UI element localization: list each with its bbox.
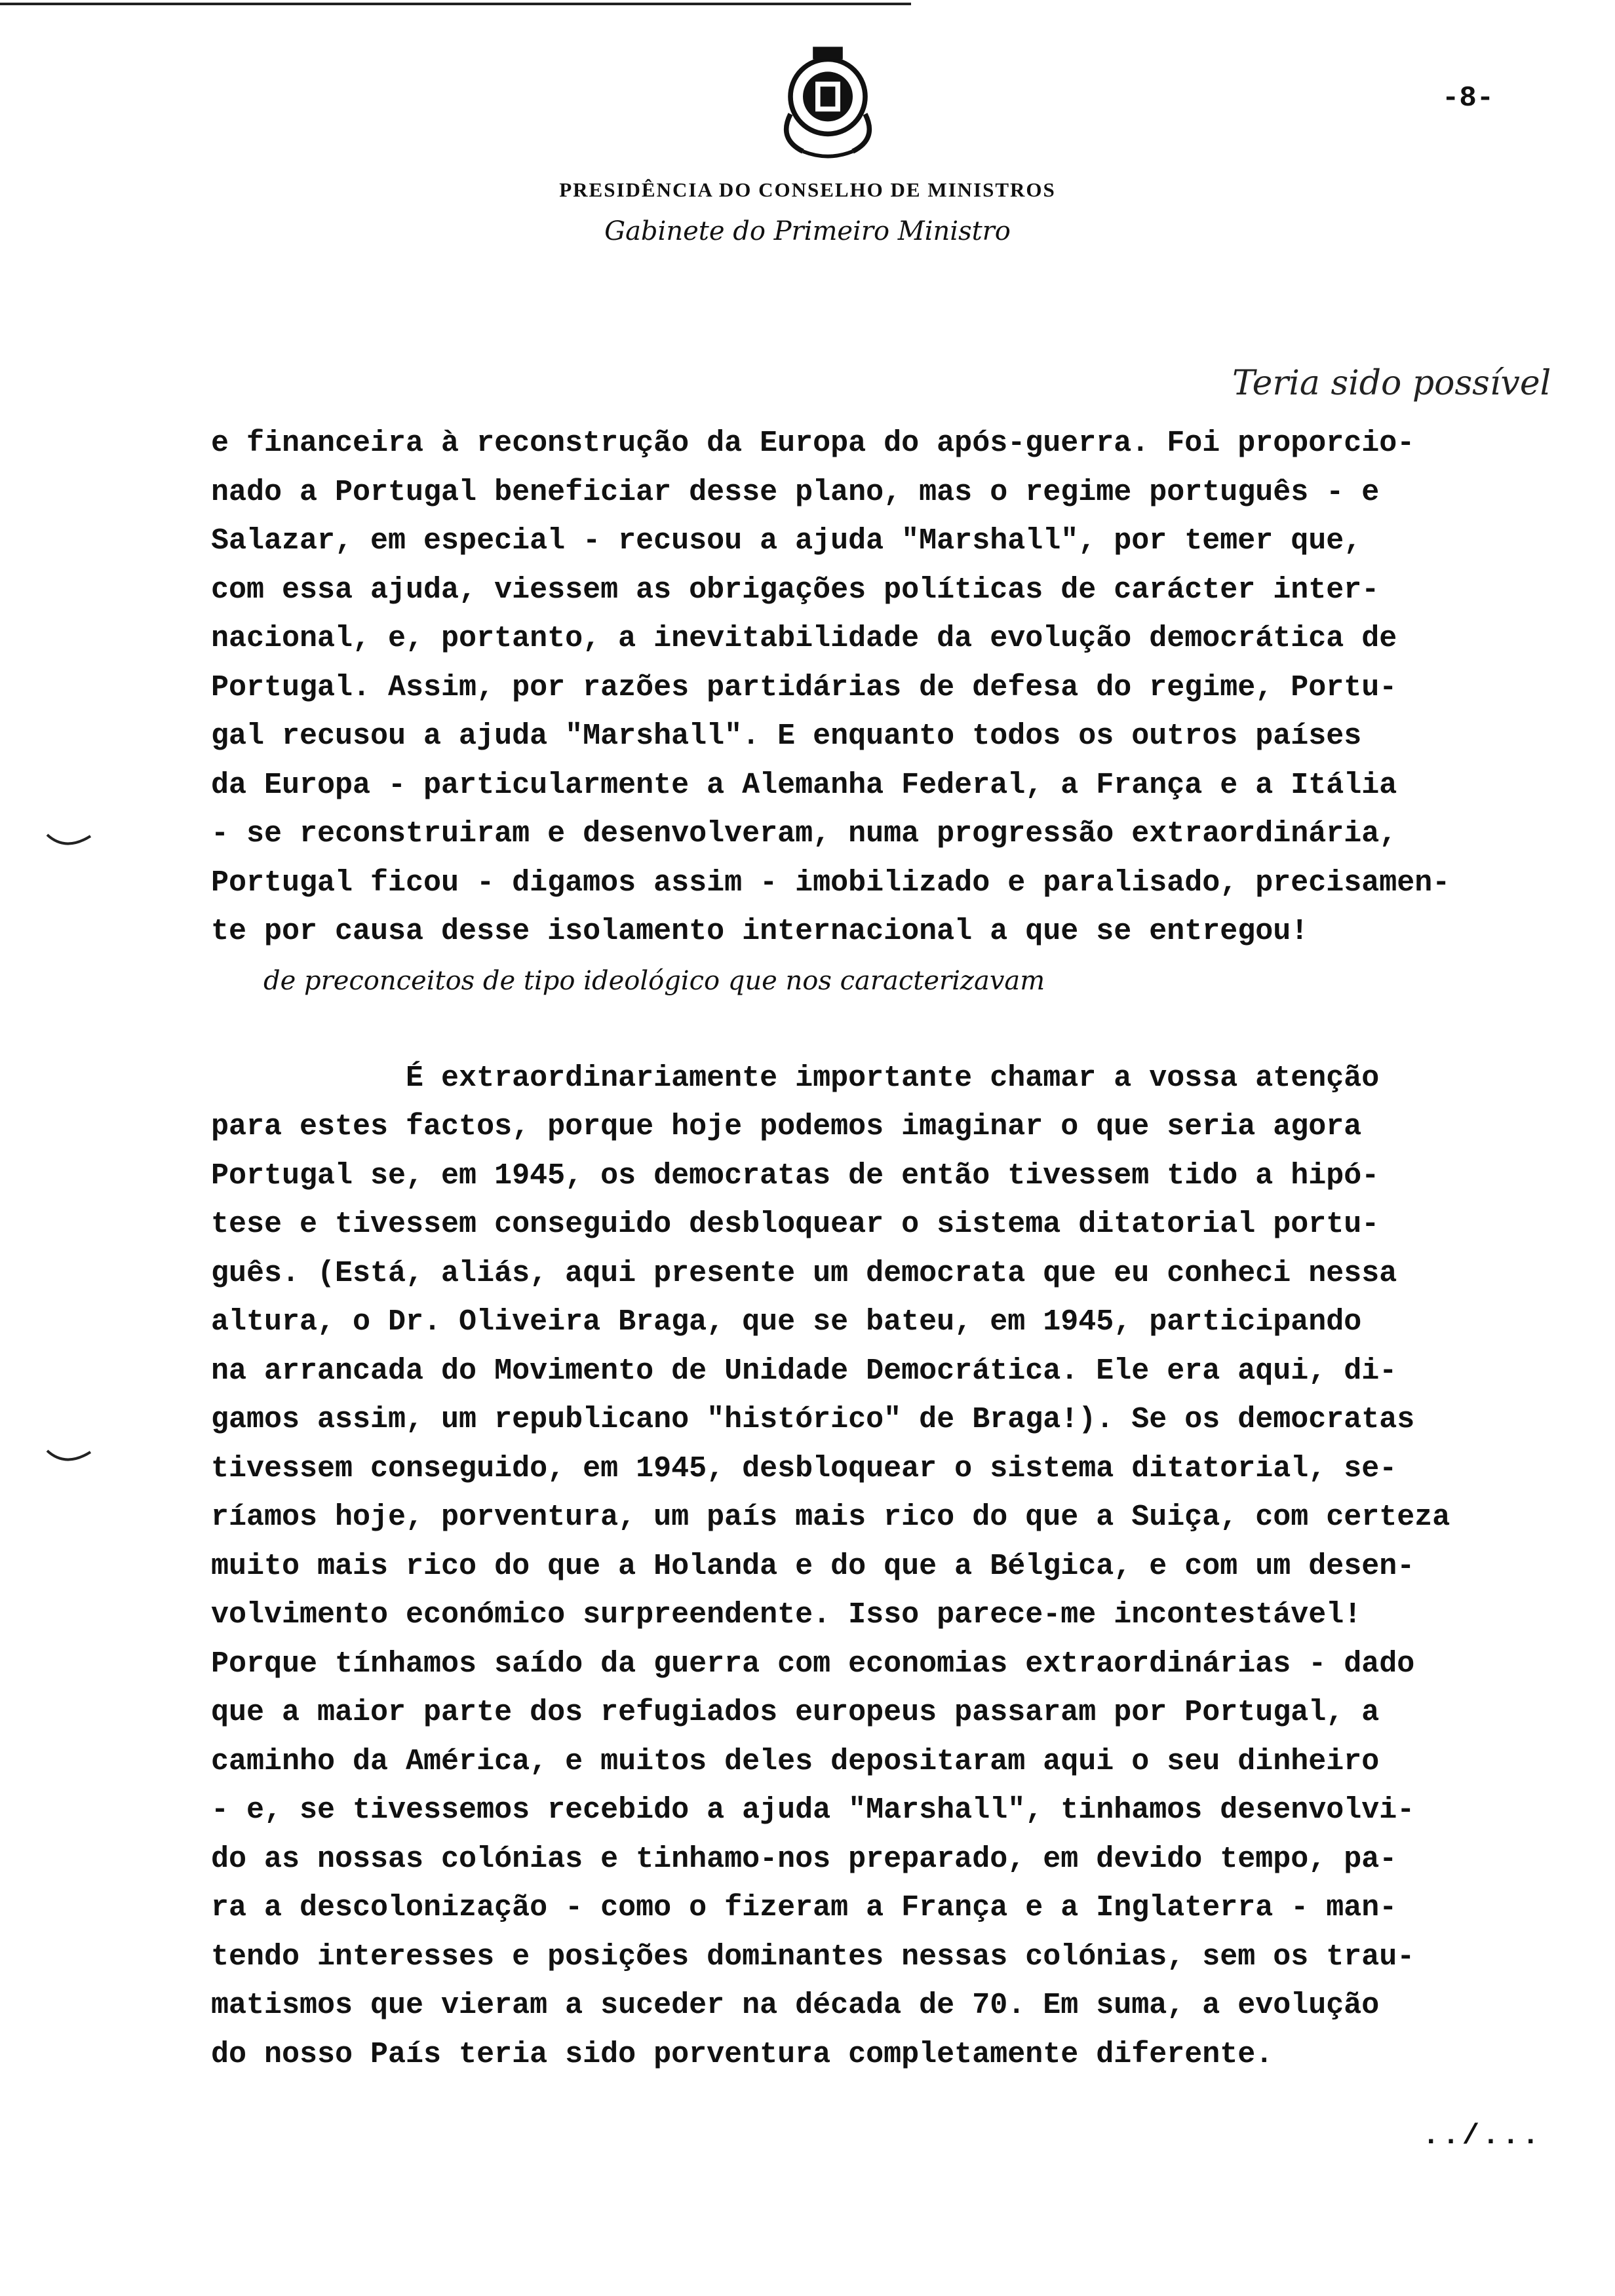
- margin-check-mark-icon: [46, 1448, 92, 1468]
- top-rule: [0, 3, 911, 5]
- text-line: te por causa desse isolamento internacional a que se entregou!: [211, 915, 1309, 948]
- text-line: altura, o Dr. Oliveira Braga, que se bateu, em 1945, participando: [211, 1305, 1362, 1339]
- text-line: ra a descolonização - como o fizeram a França e a Inglaterra - man-: [211, 1891, 1397, 1924]
- text-line: do as nossas colónias e tinhamo-nos preparado, em devido tempo, pa-: [211, 1842, 1397, 1876]
- text-line: muito mais rico do que a Holanda e do que a Bélgica, e com um desen-: [211, 1549, 1415, 1583]
- letterhead-office: Gabinete do Primeiro Ministro: [604, 216, 1011, 246]
- continuation-mark: ../...: [1422, 2120, 1542, 2152]
- text-line: gal recusou a ajuda "Marshall". E enquanto todos os outros países: [211, 719, 1362, 753]
- text-line: nacional, e, portanto, a inevitabilidade da evolução democrática de: [211, 622, 1397, 655]
- text-line: Salazar, em especial - recusou a ajuda "Marshall", por temer que,: [211, 524, 1362, 558]
- document-body: [211, 419, 1561, 2079]
- text-line: Porque tínhamos saído da guerra com economias extraordinárias - dado: [211, 1647, 1415, 1681]
- margin-check-mark-icon: [46, 832, 92, 852]
- text-line: para estes factos, porque hoje podemos imaginar o que seria agora: [211, 1110, 1362, 1143]
- text-line: nado a Portugal beneficiar desse plano, mas o regime português - e: [211, 475, 1380, 509]
- text-line: do nosso País teria sido porventura completamente diferente.: [211, 2037, 1274, 2071]
- text-line: que a maior parte dos refugiados europeus passaram por Portugal, a: [211, 1696, 1380, 1729]
- paragraph-spacer: [211, 1005, 1561, 1054]
- text-line: - e, se tivessemos recebido a ajuda "Marshall", tinhamos desenvolvi-: [211, 1793, 1415, 1827]
- text-line: tendo interesses e posições dominantes nessas colónias, sem os trau-: [211, 1940, 1415, 1974]
- text-line: matismos que vieram a suceder na década de 70. Em suma, a evolução: [211, 1989, 1380, 2022]
- portuguese-coat-of-arms-icon: [766, 39, 890, 164]
- text-line: com essa ajuda, viessem as obrigações políticas de carácter inter-: [211, 573, 1380, 607]
- text-line: gamos assim, um republicano "histórico" de Braga!). Se os democratas: [211, 1403, 1415, 1436]
- page-number: -8-: [1442, 82, 1494, 115]
- text-line: É extraordinariamente importante chamar a vossa atenção: [211, 1061, 1380, 1095]
- text-line: - se reconstruiram e desenvolveram, numa progressão extraordinária,: [211, 817, 1397, 851]
- text-line: da Europa - particularmente a Alemanha Federal, a França e a Itália: [211, 768, 1397, 802]
- text-line: ríamos hoje, porventura, um país mais rico do que a Suiça, com certeza: [211, 1501, 1450, 1534]
- text-line: e financeira à reconstrução da Europa do após-guerra. Foi proporcio-: [211, 427, 1415, 460]
- handwritten-marginal-note: Teria sido possível: [1232, 364, 1551, 403]
- text-line: tivessem conseguido, em 1945, desbloquear o sistema ditatorial, se-: [211, 1451, 1397, 1485]
- handwritten-insertion: de preconceitos de tipo ideológico que nos caracterizavam: [263, 965, 1045, 996]
- text-line: Portugal ficou - digamos assim - imobilizado e paralisado, precisamen-: [211, 866, 1450, 900]
- text-line: tese e tivessem conseguido desbloquear o sistema ditatorial portu-: [211, 1208, 1380, 1241]
- text-line: Portugal se, em 1945, os democratas de então tivessem tido a hipó-: [211, 1158, 1380, 1193]
- text-line: guês. (Está, aliás, aqui presente um democrata que eu conheci nessa: [211, 1256, 1397, 1290]
- text-line: volvimento económico surpreendente. Isso parece-me incontestável!: [211, 1598, 1362, 1632]
- text-line: na arrancada do Movimento de Unidade Democrática. Ele era aqui, di-: [211, 1354, 1397, 1388]
- text-line: caminho da América, e muitos deles depositaram aqui o seu dinheiro: [211, 1744, 1380, 1778]
- letterhead-organization: PRESIDÊNCIA DO CONSELHO DE MINISTROS: [559, 178, 1056, 201]
- text-line: Portugal. Assim, por razões partidárias de defesa do regime, Portu-: [211, 670, 1397, 704]
